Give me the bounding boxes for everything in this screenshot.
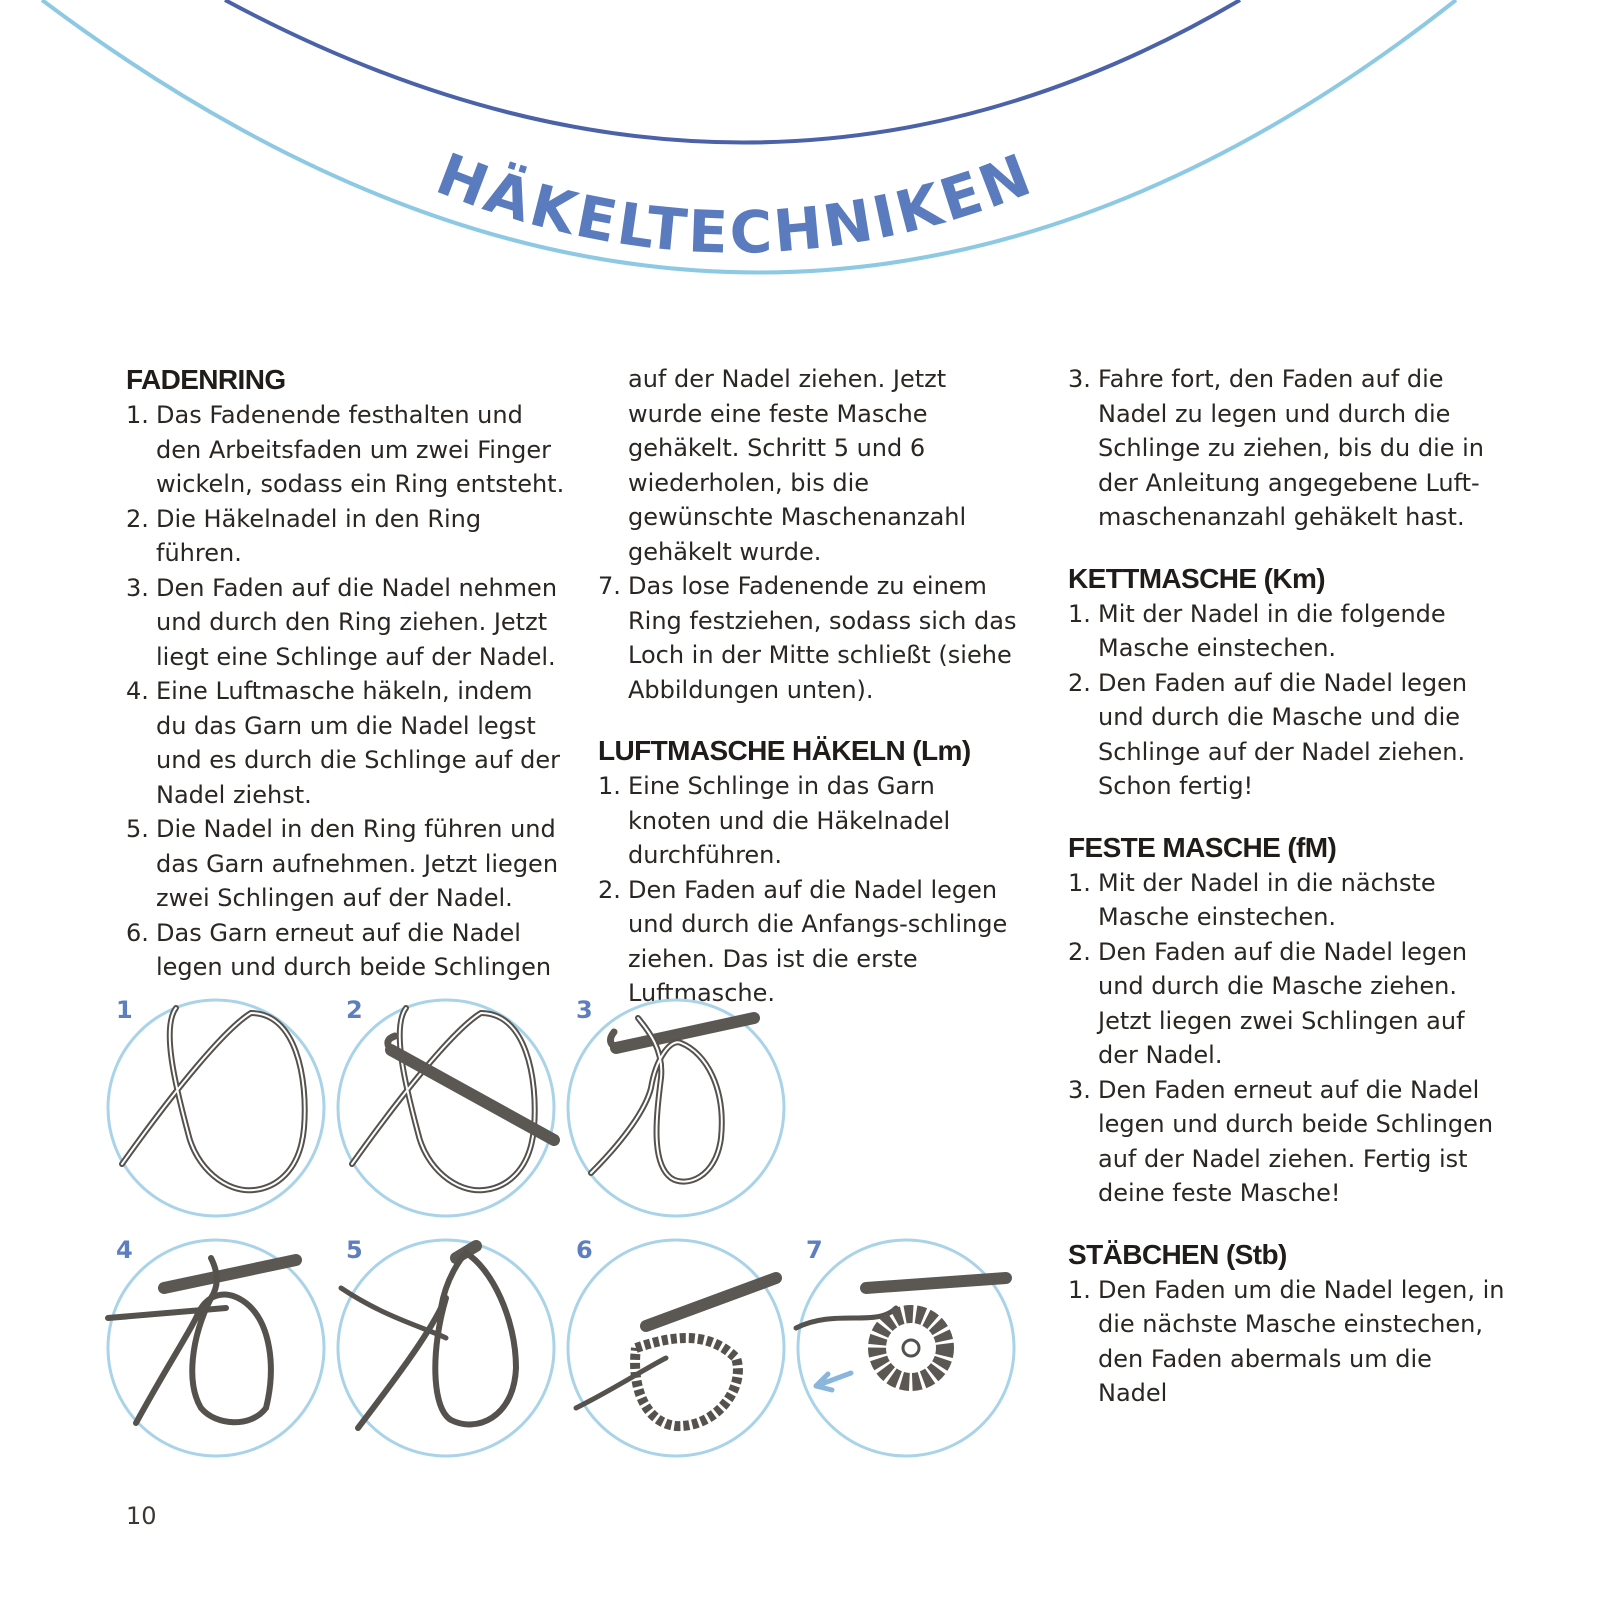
step-number: 5. [126, 815, 149, 843]
column-3 [1068, 362, 1508, 1411]
list-item [126, 674, 566, 812]
illustration-step-6 [568, 1236, 784, 1456]
hook-tip [610, 1032, 616, 1048]
illustration-label: 1 [116, 996, 133, 1024]
yarn-strand [576, 1358, 666, 1408]
step-text: Die Nadel in den Ring führen und das Garn aufnehmen. Jetzt liegen zwei Schlingen auf der Nadel. [156, 815, 559, 912]
list-item [598, 569, 1018, 707]
staebchen-steps [1068, 1273, 1508, 1411]
page-number: 10 [126, 1502, 157, 1530]
step-number: 4. [126, 677, 149, 705]
fadenring-steps-continued [598, 569, 1018, 707]
column-1 [126, 362, 566, 985]
crochet-hook [646, 1278, 776, 1326]
step-text: Mit der Nadel in die folgende Masche einstechen. [1098, 599, 1446, 662]
list-item [1068, 666, 1508, 804]
step-number: 3. [1068, 1075, 1091, 1104]
feste-masche-steps [1068, 866, 1508, 1211]
crochet-hook [164, 1260, 296, 1288]
illustration-label: 6 [576, 1236, 593, 1264]
fadenring-steps [126, 398, 566, 985]
kettmasche-heading: KETTMASCHE (Km) [1068, 562, 1325, 594]
list-item [126, 812, 566, 916]
step-text: Den Faden auf die Nadel legen und durch die Anfangs-schlinge ziehen. Das ist die erste Luftmasche. [628, 875, 1008, 1007]
step-number: 7. [598, 572, 621, 600]
illustration-label: 5 [346, 1236, 363, 1264]
illustration-circle [108, 1000, 324, 1216]
illustration-step-5 [338, 1236, 554, 1456]
illustration-step-4 [108, 1236, 324, 1456]
column-2 [598, 362, 1018, 1011]
fadenring-step6-continued: auf der Nadel ziehen. Jetzt wurde eine feste Masche gehäkelt. Schritt 5 und 6 wiederholen, bis die gewünschte Maschenanzahl gehäkelt wurde. [628, 365, 967, 566]
step-number: 6. [126, 918, 149, 947]
step-number: 2. [126, 504, 149, 533]
stitch-row [635, 1338, 738, 1426]
step-text: Die Häkelnadel in den Ring führen. [156, 504, 482, 567]
step-number: 2. [1068, 937, 1091, 966]
step-number: 2. [1068, 668, 1091, 697]
list-item [126, 502, 566, 571]
step-number: 2. [598, 875, 621, 904]
step-number: 1. [1068, 1275, 1091, 1304]
step-text: Den Faden auf die Nadel nehmen und durch den Ring ziehen. Jetzt liegt eine Schlinge auf der Nadel. [156, 573, 558, 671]
illustration-label: 7 [806, 1236, 823, 1264]
yarn-loop [122, 1008, 305, 1190]
step-text: Eine Schlinge in das Garn knoten und die Häkelnadel durchführen. [628, 772, 951, 869]
step-text: Mit der Nadel in die nächste Masche einstechen. [1098, 868, 1436, 931]
illustration-step-7 [796, 1236, 1014, 1456]
step-number: 3. [1068, 365, 1091, 393]
step-text: Das lose Fadenende zu einem Ring festziehen, sodass sich das Loch in der Mitte schließt (siehe Abbildungen unten). [628, 572, 1017, 704]
step-text: Den Faden auf die Nadel legen und durch die Masche ziehen. Jetzt liegen zwei Schlingen auf der Nadel. [1098, 937, 1468, 1069]
illustration-step-2 [338, 996, 554, 1216]
header-arc [0, 0, 1600, 300]
yarn-loop [352, 1008, 535, 1190]
yarn-loop-inner [122, 1008, 305, 1190]
step-text: Den Faden erneut auf die Nadel legen und durch beide Schlingen auf der Nadel ziehen. Fertig ist deine feste Masche! [1098, 1075, 1494, 1207]
illustration-step-3 [568, 996, 784, 1216]
step-number: 1. [1068, 868, 1091, 897]
step-number: 1. [1068, 599, 1091, 628]
illustration-label: 4 [116, 1236, 133, 1264]
kettmasche-steps [1068, 597, 1508, 804]
yarn-loop [358, 1253, 516, 1428]
step-text: Das Garn erneut auf die Nadel legen und durch beide Schlingen [156, 918, 552, 981]
step-text: Eine Luftmasche häkeln, indem du das Garn um die Nadel legst und es durch die Schlinge auf der Nadel ziehst. [156, 677, 560, 809]
list-item [1068, 866, 1508, 935]
list-item [598, 769, 1018, 873]
feste-masche-heading: FESTE MASCHE (fM) [1068, 831, 1337, 863]
list-item [1068, 1273, 1508, 1411]
fadenring-heading: FADENRING [126, 364, 286, 395]
illustration-label: 3 [576, 996, 593, 1024]
crochet-ring-center [903, 1340, 919, 1356]
step-number: 1. [126, 401, 149, 429]
step-text: Das Fadenende festhalten und den Arbeitsfaden um zwei Finger wickeln, sodass ein Ring entsteht. [156, 401, 565, 498]
inner-arc [225, 0, 1240, 143]
step-number: 1. [598, 772, 621, 800]
list-item [1068, 935, 1508, 1073]
yarn-loop-inner [352, 1008, 535, 1190]
step-number: 3. [126, 573, 149, 602]
step-text: Den Faden auf die Nadel legen und durch die Masche und die Schlinge auf der Nadel ziehen. Schon fertig! [1098, 668, 1468, 800]
illustration-circle [338, 1000, 554, 1216]
illustration-label: 2 [346, 996, 363, 1024]
luftmasche-heading: LUFTMASCHE HÄKELN (Lm) [598, 735, 971, 766]
list-item [1068, 597, 1508, 666]
page-title: HÄKELTECHNIKEN [427, 139, 1043, 267]
staebchen-heading: STÄBCHEN (Stb) [1068, 1238, 1287, 1270]
step-text: Fahre fort, den Faden auf die Nadel zu legen und durch die Schlinge zu ziehen, bis du die in der Anleitung angegebene Luft-maschenanzahl gehäkelt hast. [1098, 365, 1485, 531]
step-text: Den Faden um die Nadel legen, in die nächste Masche einstechen, den Faden abermals um die Nadel [1098, 1275, 1505, 1407]
list-item [1068, 1073, 1508, 1211]
fadenring-illustrations [0, 960, 1050, 1460]
illustration-step-1 [108, 996, 324, 1216]
list-item [1068, 362, 1508, 535]
list-item [126, 398, 566, 502]
arrow-icon [816, 1373, 851, 1390]
list-item [126, 571, 566, 675]
crochet-hook [866, 1278, 1006, 1288]
illustration-circle [338, 1240, 554, 1456]
luftmasche-steps-continued [1068, 362, 1508, 535]
